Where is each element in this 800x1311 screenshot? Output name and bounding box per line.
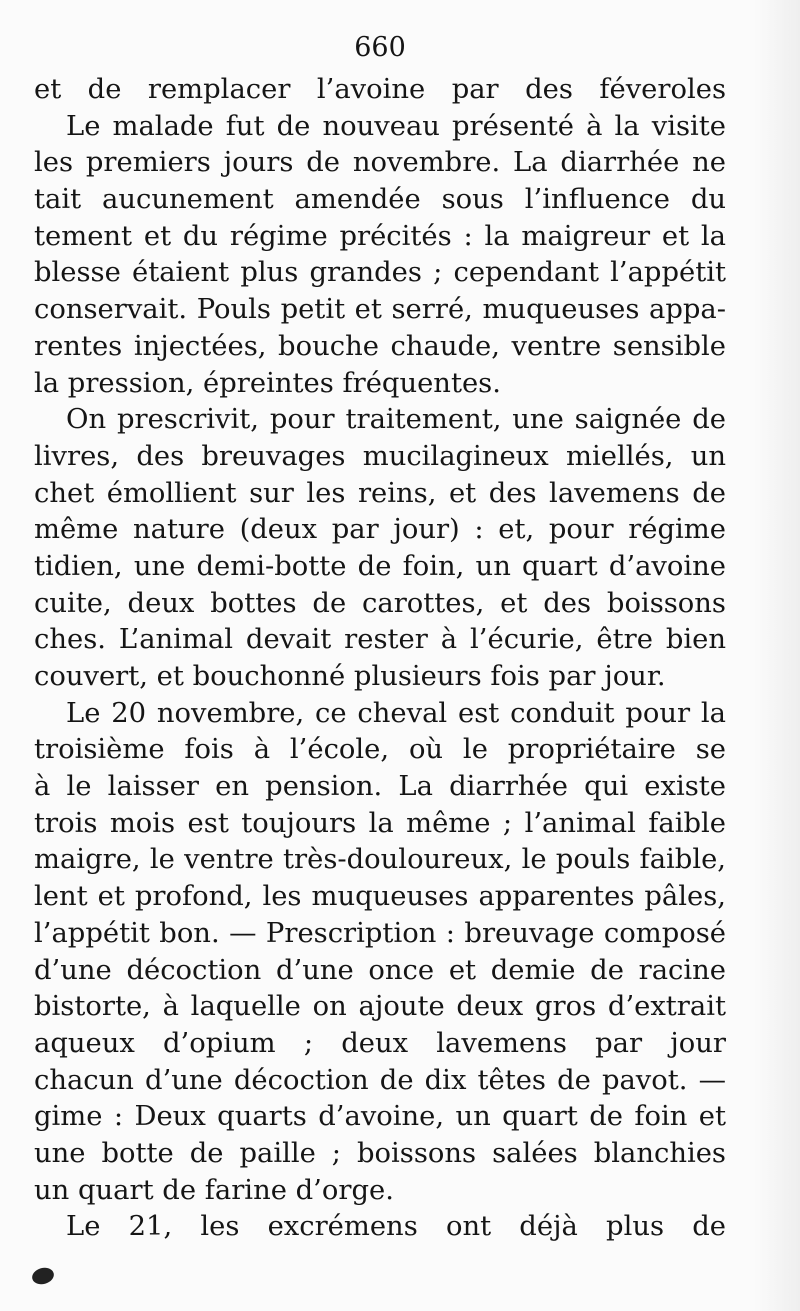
text-line: troisième fois à l’école, où le propriétaire se [34,734,726,766]
text-line: On prescrivit, pour traitement, une saignée de [66,404,726,436]
text-line: aqueux d’opium ; deux lavemens par jour [34,1027,726,1059]
text-line: les premiers jours de novembre. La diarrhée ne [34,147,726,179]
text-line: chet émollient sur les reins, et des lavemens de [34,477,726,509]
text-line: blesse étaient plus grandes ; cependant l’appétit [34,257,726,289]
text-line: maigre, le ventre très-douloureux, le pouls faible, [34,844,726,876]
text-line: et de remplacer l’avoine par des féveroles [34,74,726,105]
text-line: tait aucunement amendée sous l’influence du [34,184,726,216]
text-line: bistorte, à laquelle on ajoute deux gros d’extrait [34,991,726,1023]
text-line: une botte de paille ; boissons salées blanchies [34,1137,726,1169]
text-line: tidien, une demi-botte de foin, un quart d’avoine [34,550,726,582]
text-line: Le malade fut de nouveau présenté à la visite [66,110,726,142]
text-line: couvert, et bouchonné plusieurs fois par jour. [34,661,666,692]
text-line: lent et profond, les muqueuses apparentes pâles, [34,881,726,913]
ink-blot [30,1265,55,1286]
page-binding-shadow [754,0,800,1311]
text-line: conservait. Pouls petit et serré, muqueuses appa- [34,294,726,326]
text-line: livres, des breuvages mucilagineux miellés, un [34,440,726,472]
text-line: tement et du régime précités : la maigreur et la [34,220,726,252]
text-line: Le 21, les excrémens ont déjà plus de [66,1211,726,1243]
text-line: la pression, épreintes fréquentes. [34,367,501,399]
text-line: gime : Deux quarts d’avoine, un quart de foin et [34,1101,726,1133]
text-line: un quart de farine d’orge. [34,1174,394,1206]
text-line: même nature (deux par jour) : et, pour régime [34,514,726,546]
text-line: l’appétit bon. — Prescription : breuvage composé [34,917,726,949]
text-line: chacun d’une décoction de dix têtes de pavot. — [34,1064,726,1096]
text-line: à le laisser en pension. La diarrhée qui existe [34,771,726,803]
text-line: ches. L’animal devait rester à l’écurie, être bien [34,624,726,656]
text-line: Le 20 novembre, ce cheval est conduit pour la [66,697,726,729]
text-line: cuite, deux bottes de carottes, et des boissons [34,587,726,619]
text-line: d’une décoction d’une once et demie de racine [34,954,726,986]
text-line: trois mois est toujours la même ; l’animal faible [34,807,726,839]
page-number: 660 [354,32,406,63]
text-line: rentes injectées, bouche chaude, ventre sensible [34,330,726,362]
body-text [34,72,726,1246]
